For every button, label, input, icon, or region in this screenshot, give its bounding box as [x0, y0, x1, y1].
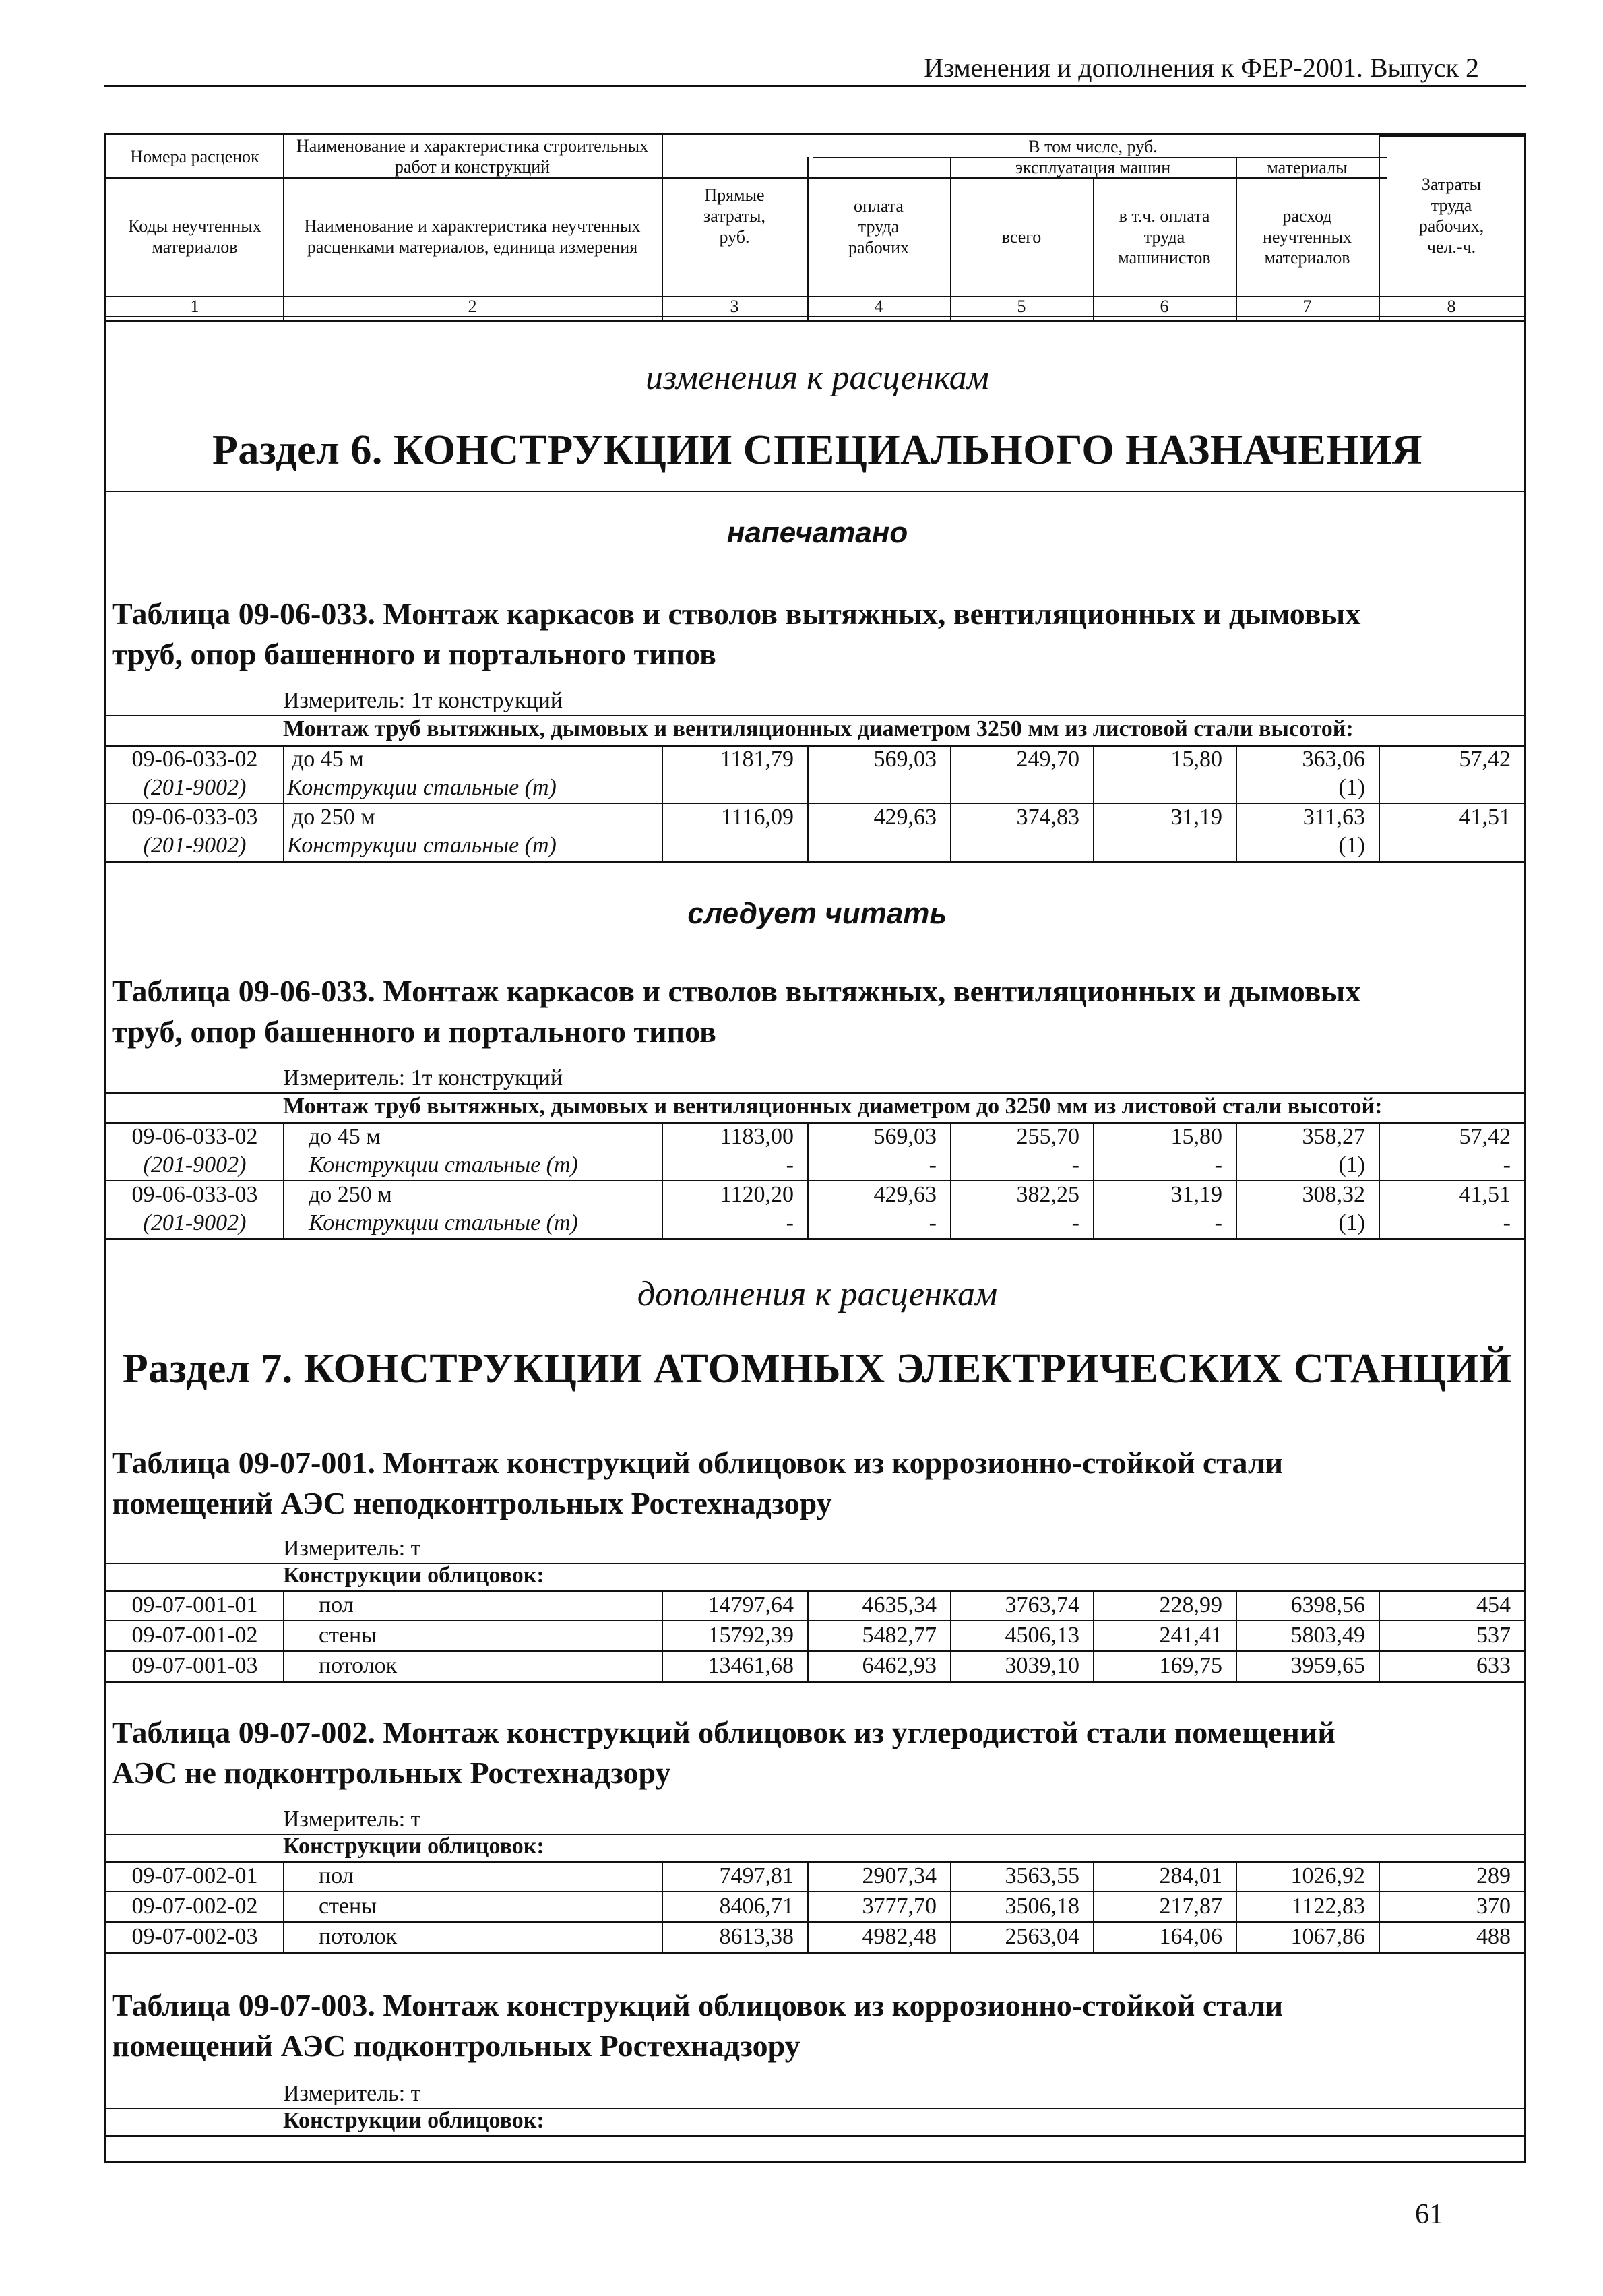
rate-code: 09-06-033-02	[131, 1124, 258, 1149]
table-subheading: Монтаж труб вытяжных, дымовых и вентиляционных диаметром 3250 мм из листовой стали высотой:	[283, 716, 1354, 741]
machinist-pay: 15,80	[1170, 1124, 1222, 1149]
machine-total: 374,83	[1016, 805, 1079, 830]
table-title-line1: Таблица 09-07-002. Монтаж конструкций облицовок из углеродистой стали помещений	[112, 1715, 1335, 1749]
header-direct-costs: Прямые затраты, руб.	[703, 185, 765, 247]
labor-hours: 41,51	[1459, 1182, 1511, 1207]
labor-pay: 3777,70	[862, 1894, 937, 1919]
work-name: стены	[319, 1623, 377, 1648]
machinist-pay: 164,06	[1159, 1924, 1222, 1949]
dash: -	[1071, 1152, 1079, 1177]
material-quantity: (1)	[1338, 833, 1365, 858]
col-number-6: 6	[1160, 296, 1169, 316]
labor-hours: 633	[1476, 1653, 1511, 1678]
table-title-line1: Таблица 09-06-033. Монтаж каркасов и стволов вытяжных, вентиляционных и дымовых	[112, 596, 1361, 631]
rate-code: 09-07-002-02	[131, 1894, 258, 1919]
materials-cost: 358,27	[1302, 1124, 1365, 1149]
table-title-line1: Таблица 09-06-033. Монтаж каркасов и стволов вытяжных, вентиляционных и дымовых	[112, 974, 1361, 1008]
header-machine-operation: эксплуатация машин	[1015, 157, 1171, 177]
table-subheading: Конструкции облицовок:	[283, 1834, 544, 1859]
direct-costs: 7497,81	[719, 1863, 794, 1888]
labor-pay: 4982,48	[862, 1924, 937, 1949]
table-title-line2: труб, опор башенного и портального типов	[112, 637, 716, 671]
labor-hours: 537	[1476, 1623, 1511, 1648]
work-name: до 250 м	[292, 805, 375, 830]
printed-label: напечатано	[726, 516, 908, 549]
labor-pay: 569,03	[873, 747, 937, 772]
table-title-line1: Таблица 09-07-003. Монтаж конструкций облицовок из коррозионно-стойкой стали	[112, 1988, 1284, 2022]
materials-cost: 1122,83	[1291, 1894, 1365, 1919]
materials-cost: 1067,86	[1290, 1924, 1365, 1949]
materials-cost: 5803,49	[1290, 1623, 1365, 1648]
table-subheading: Монтаж труб вытяжных, дымовых и вентиляционных диаметром до 3250 мм из листовой стали высотой:	[283, 1094, 1383, 1119]
rate-code: 09-07-002-03	[131, 1924, 258, 1949]
material-name: Конструкции стальные (т)	[309, 1210, 578, 1235]
header-including: В том числе, руб.	[1028, 136, 1158, 156]
header-labor-hours: Затраты труда рабочих, чел.-ч.	[1418, 175, 1484, 257]
unit-label: Измеритель: т	[283, 1536, 421, 1561]
machine-total: 249,70	[1016, 747, 1079, 772]
machinist-pay: 31,19	[1170, 1182, 1222, 1207]
table-title-line2: помещений АЭС неподконтрольных Ростехнадзору	[112, 1486, 832, 1520]
material-name: Конструкции стальные (т)	[287, 775, 557, 800]
machine-total: 3563,55	[1005, 1863, 1079, 1888]
unit-label: Измеритель: т	[283, 2081, 421, 2106]
table-subheading: Конструкции облицовок:	[283, 1563, 544, 1588]
dash: -	[786, 1152, 794, 1177]
dash: -	[1071, 1210, 1079, 1235]
unit-label: Измеритель: 1т конструкций	[283, 1065, 563, 1090]
col-number-5: 5	[1017, 296, 1026, 316]
col-number-8: 8	[1447, 296, 1456, 316]
header-material-name: Наименование и характеристика неучтенных расценками материалов, единица измерения	[304, 216, 641, 257]
direct-costs: 8613,38	[719, 1924, 794, 1949]
labor-pay: 6462,93	[862, 1653, 937, 1678]
material-code: (201-9002)	[143, 1210, 247, 1235]
dash: -	[1503, 1152, 1511, 1177]
material-quantity: (1)	[1338, 1152, 1365, 1177]
unit-label: Измеритель: 1т конструкций	[283, 688, 563, 713]
material-name: Конструкции стальные (т)	[287, 833, 557, 858]
rate-code: 09-07-001-01	[131, 1592, 258, 1617]
material-quantity: (1)	[1338, 775, 1365, 800]
table-title-line2: АЭС не подконтрольных Ростехнадзору	[112, 1756, 671, 1790]
machinist-pay: 284,01	[1159, 1863, 1222, 1888]
rate-code: 09-07-002-01	[131, 1863, 258, 1888]
direct-costs: 15792,39	[708, 1623, 794, 1648]
table-subheading: Конструкции облицовок:	[283, 2108, 544, 2133]
table-title-line2: труб, опор башенного и портального типов	[112, 1014, 716, 1049]
labor-pay: 2907,34	[862, 1863, 937, 1888]
machinist-pay: 228,99	[1159, 1592, 1222, 1617]
running-header	[104, 53, 1526, 87]
machine-total: 4506,13	[1005, 1623, 1079, 1648]
col-number-7: 7	[1302, 296, 1312, 316]
direct-costs: 13461,68	[708, 1653, 794, 1678]
machinist-pay: 15,80	[1170, 747, 1222, 772]
machine-total: 3763,74	[1005, 1592, 1079, 1617]
work-name: до 45 м	[309, 1124, 381, 1149]
materials-cost: 1026,92	[1290, 1863, 1365, 1888]
labor-hours: 57,42	[1459, 1124, 1511, 1149]
machine-total: 2563,04	[1005, 1924, 1079, 1949]
machine-total: 255,70	[1016, 1124, 1079, 1149]
work-name: до 250 м	[309, 1182, 392, 1207]
labor-pay: 429,63	[873, 1182, 937, 1207]
direct-costs: 1181,79	[720, 747, 794, 772]
header-machinist-pay: в т.ч. оплата труда машинистов	[1118, 206, 1211, 268]
col-number-3: 3	[730, 296, 739, 316]
labor-pay: 569,03	[873, 1124, 937, 1149]
direct-costs: 8406,71	[719, 1894, 794, 1919]
machinist-pay: 241,41	[1159, 1623, 1222, 1648]
machine-total: 3506,18	[1005, 1894, 1079, 1919]
labor-hours: 454	[1476, 1592, 1511, 1617]
rate-code: 09-07-001-03	[131, 1653, 258, 1678]
table-title-line2: помещений АЭС подконтрольных Ростехнадзору	[112, 2028, 800, 2063]
work-name: потолок	[319, 1653, 398, 1678]
material-code: (201-9002)	[143, 1152, 247, 1177]
header-machine-total: всего	[1001, 226, 1042, 247]
material-code: (201-9002)	[143, 833, 247, 858]
labor-pay: 4635,34	[862, 1592, 937, 1617]
dash: -	[1214, 1210, 1222, 1235]
work-name: потолок	[319, 1924, 398, 1949]
work-name: пол	[319, 1863, 354, 1888]
work-name: стены	[319, 1894, 377, 1919]
running-header-title: Изменения и дополнения к ФЕР-2001. Выпуск 2	[924, 53, 1479, 83]
labor-hours: 57,42	[1459, 747, 1511, 772]
rate-code: 09-07-001-02	[131, 1623, 258, 1648]
rate-code: 09-06-033-03	[131, 805, 258, 830]
labor-pay: 5482,77	[862, 1623, 937, 1648]
material-quantity: (1)	[1338, 1210, 1365, 1235]
header-labor-pay: оплата труда рабочих	[848, 195, 910, 257]
materials-cost: 3959,65	[1290, 1653, 1365, 1678]
material-code: (201-9002)	[143, 775, 247, 800]
header-rate-numbers: Номера расценок	[130, 146, 259, 166]
section7-title: Раздел 7. КОНСТРУКЦИИ АТОМНЫХ ЭЛЕКТРИЧЕСКИХ СТАНЦИЙ	[122, 1346, 1513, 1392]
table-title-line1: Таблица 09-07-001. Монтаж конструкций облицовок из коррозионно-стойкой стали	[112, 1446, 1284, 1480]
labor-hours: 370	[1476, 1894, 1511, 1919]
dash: -	[1503, 1210, 1511, 1235]
header-materials: материалы	[1267, 157, 1348, 177]
header-material-codes: Коды неучтенных материалов	[128, 216, 261, 257]
col-number-1: 1	[190, 296, 199, 316]
materials-cost: 308,32	[1302, 1182, 1365, 1207]
document-frame	[104, 133, 1526, 2163]
direct-costs: 1120,20	[720, 1182, 794, 1207]
labor-pay: 429,63	[873, 805, 937, 830]
work-name: пол	[319, 1592, 354, 1617]
page-number: 61	[1415, 2199, 1443, 2230]
materials-cost: 6398,56	[1290, 1592, 1365, 1617]
direct-costs: 1116,09	[721, 805, 794, 830]
machinist-pay: 31,19	[1170, 805, 1222, 830]
header-unaccounted-materials: расход неучтенных материалов	[1262, 206, 1352, 268]
header-work-name: Наименование и характеристика строительных работ и конструкций	[296, 136, 649, 177]
machine-total: 382,25	[1016, 1182, 1079, 1207]
section6-title: Раздел 6. КОНСТРУКЦИИ СПЕЦИАЛЬНОГО НАЗНАЧЕНИЯ	[212, 427, 1422, 473]
machine-total: 3039,10	[1005, 1653, 1079, 1678]
materials-cost: 311,63	[1302, 805, 1365, 830]
labor-hours: 289	[1476, 1863, 1511, 1888]
additions-heading: дополнения к расценкам	[637, 1275, 998, 1313]
rate-code: 09-06-033-03	[131, 1182, 258, 1207]
col-number-4: 4	[874, 296, 883, 316]
material-name: Конструкции стальные (т)	[309, 1152, 578, 1177]
machinist-pay: 217,87	[1159, 1894, 1222, 1919]
dash: -	[929, 1210, 937, 1235]
dash: -	[1214, 1152, 1222, 1177]
direct-costs: 14797,64	[708, 1592, 794, 1617]
labor-hours: 41,51	[1459, 805, 1511, 830]
col-number-2: 2	[468, 296, 477, 316]
machinist-pay: 169,75	[1159, 1653, 1222, 1678]
materials-cost: 363,06	[1302, 747, 1365, 772]
work-name: до 45 м	[292, 747, 364, 772]
rate-code: 09-06-033-02	[131, 747, 258, 772]
dash: -	[929, 1152, 937, 1177]
labor-hours: 488	[1476, 1924, 1511, 1949]
dash: -	[786, 1210, 794, 1235]
should-read-label: следует читать	[687, 897, 947, 930]
direct-costs: 1183,00	[720, 1124, 794, 1149]
unit-label: Измеритель: т	[283, 1807, 421, 1832]
changes-heading: изменения к расценкам	[646, 359, 989, 397]
